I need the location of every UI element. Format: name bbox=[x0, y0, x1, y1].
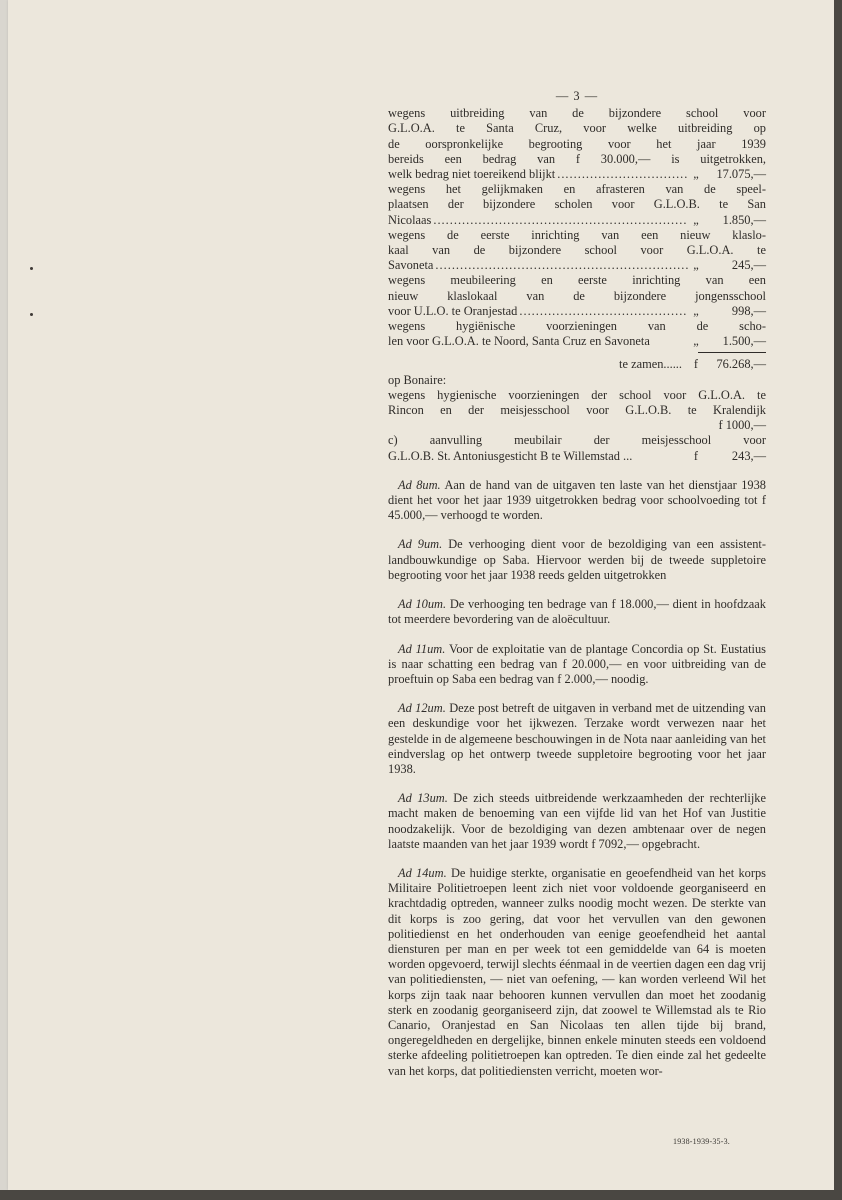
paragraph-heading: Ad 13um. bbox=[398, 791, 448, 806]
entry-last-line: Nicolaas bbox=[388, 212, 432, 227]
paragraph-ad-8 bbox=[388, 478, 766, 524]
text-column bbox=[388, 89, 766, 1079]
entry-line: bereids een bedrag van f 30.000,— is uitgetrokken, bbox=[388, 151, 766, 166]
currency-mark: f bbox=[693, 448, 699, 463]
entry-last-line: Savoneta bbox=[388, 258, 434, 273]
paragraph-text: Deze post betreft de uitgaven in verband met de uitzending van een deskundige voor het ijkwezen. Terzake wordt verwezen naar het gestelde in de algemeene beschouwingen in de Nota naar aanleiding van het eindverslag op het ontwerp tweede suppletoire begrooting voor het jaar 1938. bbox=[388, 701, 766, 776]
expense-entry bbox=[388, 228, 766, 274]
currency-mark: „ bbox=[693, 334, 699, 349]
entry-line: wegens het gelijkmaken en afrasteren van de speel- bbox=[388, 182, 766, 197]
paragraph-text: De verhooging ten bedrage van f 18.000,— dient in hoofdzaak tot meerdere bevordering van de aloëcultuur. bbox=[388, 597, 766, 627]
entry-line: wegens hygienische voorzieningen der school voor G.L.O.A. te bbox=[388, 387, 766, 402]
print-code: 1938-1939-35-3. bbox=[673, 1137, 730, 1146]
paragraph-text: De huidige sterkte, organisatie en geoefendheid van het korps Militaire Politietroepen leent zich niet voor voldoende georganiseerd en krachtdadig optreden, wanneer zulks noodig mocht wezen. De sterkte van dit korps is zoo gering, dat voor het vervullen van den gewonen politiedienst en het onderhouden van eenige geoefendheid het aantal diensturen per man en per week tot een gemiddelde van 64 is moeten worden opgevoerd, terwijl slechts éénmaal in de veertien dagen een dag vrij van politiediensten, — niet van oefening, — kan worden verleend Wil het korps zijn taak naar behooren kunnen vervullen dan moet het zoodanig sterk en zoodanig georganiseerd zijn, dat zoowel te Willemstad als te Rio Canario, Oranjestad en San Nicolaas ten allen tijde bij brand, ongeregeldheden en dergelijke, binnen enkele minuten steeds een voldoend sterke afdeeling politietroepen kan optreden. Te dien einde zal het gedeelte van het korps, dat politiediensten verricht, moeten wor- bbox=[388, 865, 766, 1078]
paragraph-heading: Ad 11um. bbox=[398, 641, 446, 656]
entry-amount: 17.075,— bbox=[716, 167, 766, 182]
entry-line: plaatsen der bijzondere scholen voor G.L.O.B. te San bbox=[388, 197, 766, 212]
entry-amount: 243,— bbox=[731, 448, 766, 463]
entry-line: wegens uitbreiding van de bijzondere school voor bbox=[388, 106, 766, 121]
paragraph-text: Voor de exploitatie van de plantage Concordia op St. Eustatius is naar schatting een bedrag van f 20.000,— en voor uitbreiding van de proeftuin op Saba een bedrag van f 2.000,— noodig. bbox=[388, 641, 766, 686]
entry-amount: 1.850,— bbox=[722, 212, 766, 227]
entry-line: kaal van de bijzondere school voor G.L.O.A. te bbox=[388, 243, 766, 258]
entry-last-line: welk bedrag niet toereikend blijkt bbox=[388, 167, 556, 182]
leader-dots bbox=[431, 213, 688, 228]
currency-mark: „ bbox=[693, 212, 699, 227]
expense-entry bbox=[388, 319, 766, 349]
total-amount: 76.268,— bbox=[716, 357, 766, 372]
paragraph-text: Aan de hand van de uitgaven ten laste van het dienstjaar 1938 dient het voor het jaar 1939 uitgetrokken bedrag voor schoolvoeding tot f 45.000,— verhoogd te worden. bbox=[388, 477, 766, 523]
paragraph-ad-10 bbox=[388, 597, 766, 627]
paragraph-heading: Ad 12um. bbox=[398, 701, 446, 716]
entry-line: c) aanvulling meubilair der meisjesschool voor bbox=[388, 433, 766, 448]
paragraph-heading: Ad 8um. bbox=[398, 477, 441, 492]
entry-line: de oorspronkelijke begrooting voor het jaar 1939 bbox=[388, 136, 766, 151]
total-label: te zamen...... bbox=[619, 357, 682, 372]
currency-mark: „ bbox=[693, 167, 699, 182]
expense-entry bbox=[388, 182, 766, 228]
paragraph-ad-13 bbox=[388, 791, 766, 852]
entry-amount: 998,— bbox=[731, 303, 766, 318]
entry-line: wegens hygiënische voorzieningen van de scho- bbox=[388, 319, 766, 334]
paragraph-heading: Ad 10um. bbox=[398, 597, 447, 612]
entry-line: wegens meubileering en eerste inrichting van een bbox=[388, 273, 766, 288]
entry-amount: f 1000,— bbox=[718, 418, 766, 433]
expense-entry bbox=[388, 273, 766, 319]
paragraph-ad-11 bbox=[388, 642, 766, 688]
paragraph-ad-14 bbox=[388, 866, 766, 1079]
paragraph-ad-12 bbox=[388, 701, 766, 777]
bonaire-section bbox=[388, 373, 766, 464]
margin-mark bbox=[30, 313, 33, 316]
entry-line: Rincon en der meisjesschool voor G.L.O.B. te Kralendijk bbox=[388, 403, 766, 418]
paragraph-ad-9 bbox=[388, 537, 766, 583]
entry-amount: 245,— bbox=[731, 258, 766, 273]
currency-mark: f bbox=[693, 357, 699, 372]
expense-entry bbox=[388, 106, 766, 182]
scan-border-right bbox=[834, 0, 842, 1200]
scan-border-bottom bbox=[0, 1190, 842, 1200]
leader-dots bbox=[555, 167, 688, 182]
total-row bbox=[388, 357, 766, 372]
entry-amount: 1.500,— bbox=[722, 334, 766, 349]
sum-rule bbox=[698, 352, 766, 353]
entry-last-line: G.L.O.B. St. Antoniusgesticht B te Willemstad ... bbox=[388, 448, 633, 463]
entry-line: wegens de eerste inrichting van een nieuw klaslo- bbox=[388, 227, 766, 242]
paragraph-text: De zich steeds uitbreidende werkzaamheden der rechterlijke macht maken de benoeming van een vijfde lid van het Hof van Justitie noodzakelijk. Voor de bezoldiging van dezen ambtenaar over de negen laatste maanden van het jaar 1939 wordt f 7092,— opgebracht. bbox=[388, 791, 766, 851]
margin-mark bbox=[30, 267, 33, 270]
currency-mark: „ bbox=[693, 258, 699, 273]
entry-last-line: len voor G.L.O.A. te Noord, Santa Cruz en Savoneta bbox=[388, 334, 650, 349]
paragraph-heading: Ad 9um. bbox=[398, 537, 443, 552]
currency-mark: „ bbox=[693, 303, 699, 318]
entry-line: nieuw klaslokaal van de bijzondere jongensschool bbox=[388, 288, 766, 303]
page-number: — 3 — bbox=[555, 89, 599, 103]
entry-last-line: voor U.L.O. te Oranjestad bbox=[388, 303, 518, 318]
leader-dots bbox=[433, 258, 688, 273]
paragraph-heading: Ad 14um. bbox=[398, 865, 447, 880]
leader-dots bbox=[517, 304, 688, 319]
entry-line: G.L.O.A. te Santa Cruz, voor welke uitbreiding op bbox=[388, 121, 766, 136]
section-heading: op Bonaire: bbox=[388, 372, 447, 387]
paragraph-text: De verhooging dient voor de bezoldiging van een assistent-landbouwkundige op Saba. Hiervoor werden bij de tweede suppletoire begrooting voor het jaar 1938 reeds gelden uitgetrokken bbox=[388, 537, 766, 582]
